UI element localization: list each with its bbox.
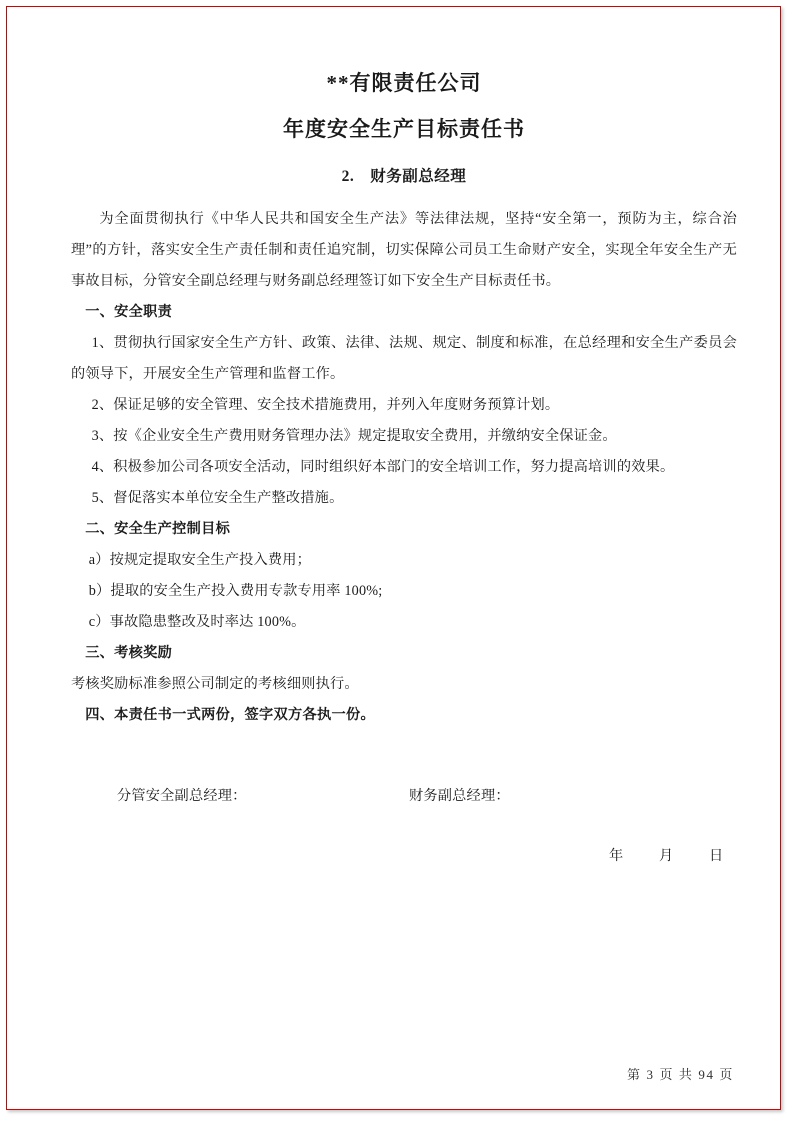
section-heading-3: 三、考核奖励 (85, 645, 173, 661)
section-heading-1: 一、安全职责 (85, 304, 173, 320)
section-1-item-4: 4、积极参加公司各项安全活动，同时组织好本部门的安全培训工作，努力提高培训的效果。 (91, 459, 675, 475)
section-heading-2: 二、安全生产控制目标 (85, 521, 231, 537)
date-month-label: 月 (659, 848, 674, 864)
section-1-item-2: 2、保证足够的安全管理、安全技术措施费用，并列入年度财务预算计划。 (91, 397, 560, 413)
signature-row (71, 785, 737, 811)
section-1-item-1: 1、贯彻执行国家安全生产方针、政策、法律、法规、规定、制度和标准，在总经理和安全生产委员会的领导下，开展安全生产管理和监督工作。 (71, 335, 737, 382)
section-1-item-5: 5、督促落实本单位安全生产整改措施。 (91, 490, 344, 506)
document-title-line-1: **有限责任公司 (326, 71, 482, 95)
date-row (71, 845, 737, 871)
section-2-item-c: c）事故隐患整改及时率达 100%。 (88, 614, 306, 630)
section-heading-4: 四、本责任书一式两份，签字双方各执一份。 (85, 707, 375, 723)
intro-paragraph: 为全面贯彻执行《中华人民共和国安全生产法》等法律法规，坚持“安全第一，预防为主，综合治理”的方针，落实安全生产责任制和责任追究制，切实保障公司员工生命财产安全，实现全年安全生产无事故目标，分管安全副总经理与财务副总经理签订如下安全生产目标责任书。 (71, 211, 737, 289)
page-canvas (7, 7, 780, 1109)
section-3-body: 考核奖励标准参照公司制定的考核细则执行。 (71, 676, 359, 692)
section-1-item-3: 3、按《企业安全生产费用财务管理办法》规定提取安全费用，并缴纳安全保证金。 (91, 428, 617, 444)
document-body (71, 73, 737, 871)
date-day-label: 日 (709, 848, 724, 864)
document-subtitle: 2. 财务副总经理 (341, 168, 467, 185)
document-title-line-2: 年度安全生产目标责任书 (283, 117, 525, 141)
page-footer: 第 3 页 共 94 页 (627, 1067, 734, 1082)
section-2-item-a: a）按规定提取安全生产投入费用； (88, 552, 312, 568)
section-2-item-b: b）提取的安全生产投入费用专款专用率 100%; (88, 583, 383, 599)
date-year-label: 年 (609, 848, 624, 864)
signature-label-safety-vp: 分管安全副总经理： (117, 788, 247, 804)
page-border-frame (6, 6, 781, 1110)
signature-label-finance-vp: 财务副总经理： (409, 788, 510, 804)
